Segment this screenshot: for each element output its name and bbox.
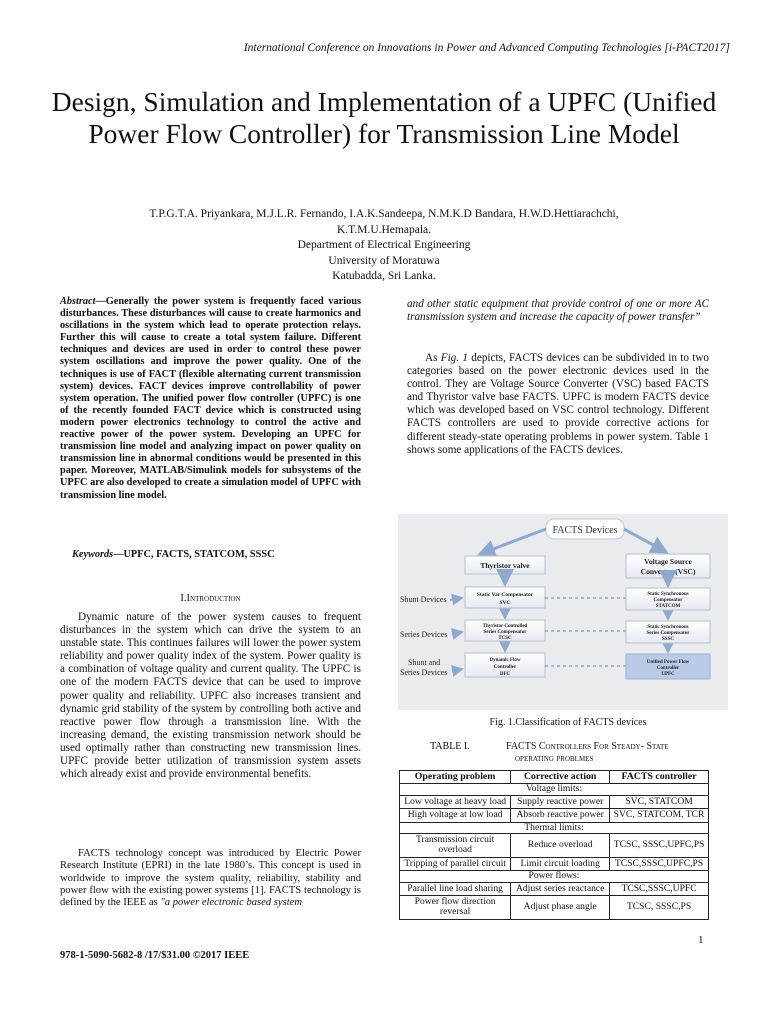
table-cell: Parallel line load sharing bbox=[400, 882, 511, 895]
upfc-label-3: UPFC bbox=[661, 672, 675, 677]
intro-paragraph-2 bbox=[60, 848, 361, 909]
table-group-row bbox=[400, 784, 709, 795]
dfc-label-3: DFC bbox=[499, 672, 511, 677]
abstract-label: Abstract bbox=[60, 296, 96, 307]
side-label-shunt-series-1: Shunt and bbox=[408, 658, 441, 667]
dfc-label-1: Dynamic Flow bbox=[489, 658, 521, 663]
side-label-series: Series Devices bbox=[400, 630, 448, 639]
intro-paragraph-2-main: FACTS technology concept was introduced by Electric Power Research Institute (EPRI) in the late 1980’s. This concept is used in worldwide to improve the system quality, reliability, stability and power flow with the existing power systems [1]. FACTS technology is defined by the IEEE as bbox=[60, 848, 361, 909]
table-cell: Limit circuit loading bbox=[511, 857, 610, 870]
table-cell: SVC, STATCOM bbox=[610, 795, 709, 808]
author-list-line-2: K.T.M.U.Hemapala. bbox=[337, 223, 431, 236]
paper-title: Design, Simulation and Implementation of a UPFC (Unified Power Flow Controller) for Transmission Line Model bbox=[51, 86, 717, 149]
table-cell: Tripping of parallel circuit bbox=[400, 857, 511, 870]
svc-label-1: Static Var Compensator bbox=[476, 592, 534, 598]
table-header-facts-controller: FACTS controller bbox=[610, 771, 709, 784]
abstract-text: —Generally the power system is frequently faced various disturbances. These disturbances will cause to create harmonics and oscillations in the system which lead to operate protection relays. Further this will cause to create a total system failure. Different techniques and devices are used in order to control these power system oscillations and improve the power quality. One of the techniques is use of FACT (flexible alternating current transmission system) devices. FACT devices improve controllability of power system operation. The unified power flow controller (UPFC) is one of the recently founded FACT device which is constructed using modern power electronics technology to control the active and reactive power of the power system. Developing an UPFC for transmission line model and analyzing impact on power quality on transmission line in abnormal conditions would be presented in this paper. Moreover, MATLAB/Simulink models for subsystems of the UPFC are also developed to create a simulation model of UPFC with transmission line model. bbox=[60, 296, 361, 501]
table-group-voltage: Voltage limits: bbox=[400, 784, 709, 795]
table-row bbox=[400, 809, 709, 822]
keywords-text: —UPFC, FACTS, STATCOM, SSSC bbox=[113, 549, 275, 560]
abstract bbox=[60, 296, 361, 502]
dfc-label-2: Controller bbox=[493, 665, 517, 670]
table-row bbox=[400, 882, 709, 895]
tcsc-label-1: Thyristor Controlled bbox=[482, 624, 528, 629]
table-cell: Low voltage at heavy load bbox=[400, 795, 511, 808]
table-group-thermal: Thermal limits: bbox=[400, 822, 709, 833]
table-title-line-2: operating problmes bbox=[515, 753, 594, 764]
university: University of Moratuwa bbox=[328, 254, 440, 267]
upfc-label-2: Controller bbox=[656, 666, 680, 671]
table-group-row bbox=[400, 822, 709, 833]
side-label-shunt-series-2: Series Devices bbox=[400, 668, 448, 677]
right-paragraph-text bbox=[407, 352, 709, 457]
table-header-row bbox=[400, 771, 709, 784]
intro-paragraph-1-text: Dynamic nature of the power system causes to frequent disturbances in the system which can drive the system to an unstable state. This continues failures will lower the power system reliability and power quality index of the system. Power quality is a combination of voltage quality and current quality. The UPFC is one of the modern FACTS device that can be used to improve power quality and reliability. UPFC also increases transient and dynamic grid stability of the system by controlling both active and reactive power flow through a transmission line. With the increasing demand, the existing transmission network should be used optimally rather than constructing new transmission lines. UPFC provide better utilization of transmission system assets which already exist and provide environmental benefits. bbox=[60, 611, 361, 781]
table-cell: Absorb reactive power bbox=[511, 809, 610, 822]
table-cell: TCSC, SSSC,UPFC,PS bbox=[610, 834, 709, 858]
thyristor-valve-label: Thyristor valve bbox=[480, 561, 530, 570]
vsc-label-1: Voltage Source bbox=[644, 557, 692, 566]
table-cell: TCSC,SSSC,UPFC,PS bbox=[610, 857, 709, 870]
vsc-label-2: Converter (VSC) bbox=[640, 567, 696, 576]
table-cell: Supply reactive power bbox=[511, 795, 610, 808]
table-cell: Power flow direction reversal bbox=[400, 896, 511, 920]
page-number: 1 bbox=[698, 934, 704, 946]
table-number: TABLE I. bbox=[430, 741, 470, 752]
statcom-label-1: Static Synchronous bbox=[647, 592, 689, 597]
table-title-block bbox=[430, 741, 730, 765]
side-label-shunt: Shunt Devices bbox=[400, 595, 447, 604]
running-header: International Conference on Innovations in Power and Advanced Computing Technologies [i-PACT2017] bbox=[243, 42, 730, 54]
table-cell: Reduce overload bbox=[511, 834, 610, 858]
table-cell: TCSC, SSSC,PS bbox=[610, 896, 709, 920]
ieee-definition-quote: and other static equipment that provide control of one or more AC transmission system and increase the capacity of power transfer” bbox=[407, 298, 709, 324]
svc-label-2: SVC bbox=[499, 600, 511, 606]
table-row bbox=[400, 834, 709, 858]
intro-paragraph-2-quote: "a power electronic based system bbox=[160, 897, 303, 909]
table-row bbox=[400, 857, 709, 870]
table-cell: SVC, STATCOM, TCR bbox=[610, 809, 709, 822]
table-cell: Adjust phase angle bbox=[511, 896, 610, 920]
intro-paragraph-2-text bbox=[60, 848, 361, 909]
table-title-line-1: FACTS Controllers For Steady- State bbox=[506, 741, 669, 752]
copyright-footer: 978-1-5090-5682-8 /17/$31.00 ©2017 IEEE bbox=[60, 950, 250, 961]
keywords-label: Keywords bbox=[72, 549, 114, 560]
sssc-label-3: SSSC bbox=[662, 637, 674, 642]
table-row bbox=[400, 896, 709, 920]
keywords bbox=[72, 549, 362, 560]
table-group-row bbox=[400, 871, 709, 882]
department: Department of Electrical Engineering bbox=[297, 239, 471, 251]
table-header-corrective-action: Corrective action bbox=[511, 771, 610, 784]
statcom-label-3: STATCOM bbox=[655, 604, 681, 609]
facts-controllers-table bbox=[399, 770, 709, 920]
right-paragraph-b: depicts, FACTS devices can be subdivided in to two categories based on the power electronic devices used in the control. They are Voltage Source Converter (VSC) based FACTS and Thyristor valve base FACTS. UPFC is modern FACTS device which was developed based on VSC control technology. Different FACTS controllers are used to provide corrective actions for different steady-state operating problems in power system. Table 1 shows some applications of the FACTS devices. bbox=[407, 352, 710, 456]
table-cell: Adjust series reactance bbox=[511, 882, 610, 895]
intro-paragraph-1 bbox=[60, 611, 361, 781]
tcsc-label-3: TCSC bbox=[498, 636, 512, 641]
table-cell: High voltage at low load bbox=[400, 809, 511, 822]
root-node-label: FACTS Devices bbox=[552, 525, 618, 536]
section-heading-introduction: I.Introduction bbox=[180, 593, 241, 604]
author-block bbox=[40, 207, 728, 285]
figure-reference: Fig. 1 bbox=[440, 352, 468, 364]
right-paragraph-a: As bbox=[425, 352, 441, 364]
table-cell: Transmission circuit overload bbox=[400, 834, 511, 858]
upfc-label-1: Unified Power Flow bbox=[646, 660, 690, 665]
facts-classification-diagram bbox=[398, 514, 728, 710]
tcsc-label-2: Series Compensator bbox=[483, 630, 527, 635]
diagram-background bbox=[398, 514, 728, 710]
right-paragraph bbox=[407, 352, 709, 457]
table-cell: TCSC,SSSC,UPFC bbox=[610, 882, 709, 895]
table-group-power: Power flows: bbox=[400, 871, 709, 882]
statcom-label-2: Compensator bbox=[653, 598, 683, 603]
sssc-label-2: Series Compensator bbox=[646, 631, 690, 636]
location: Katubadda, Sri Lanka. bbox=[332, 270, 436, 282]
table-row bbox=[400, 795, 709, 808]
table-header-operating-problem: Operating problem bbox=[400, 771, 511, 784]
figure-caption: Fig. 1.Classification of FACTS devices bbox=[489, 717, 647, 728]
sssc-label-1: Static Synchronous bbox=[647, 625, 689, 630]
author-list-line-1: T.P.G.T.A. Priyankara, M.J.L.R. Fernando, I.A.K.Sandeepa, N.M.K.D Bandara, H.W.D.Hettiarachchi, bbox=[149, 208, 619, 220]
